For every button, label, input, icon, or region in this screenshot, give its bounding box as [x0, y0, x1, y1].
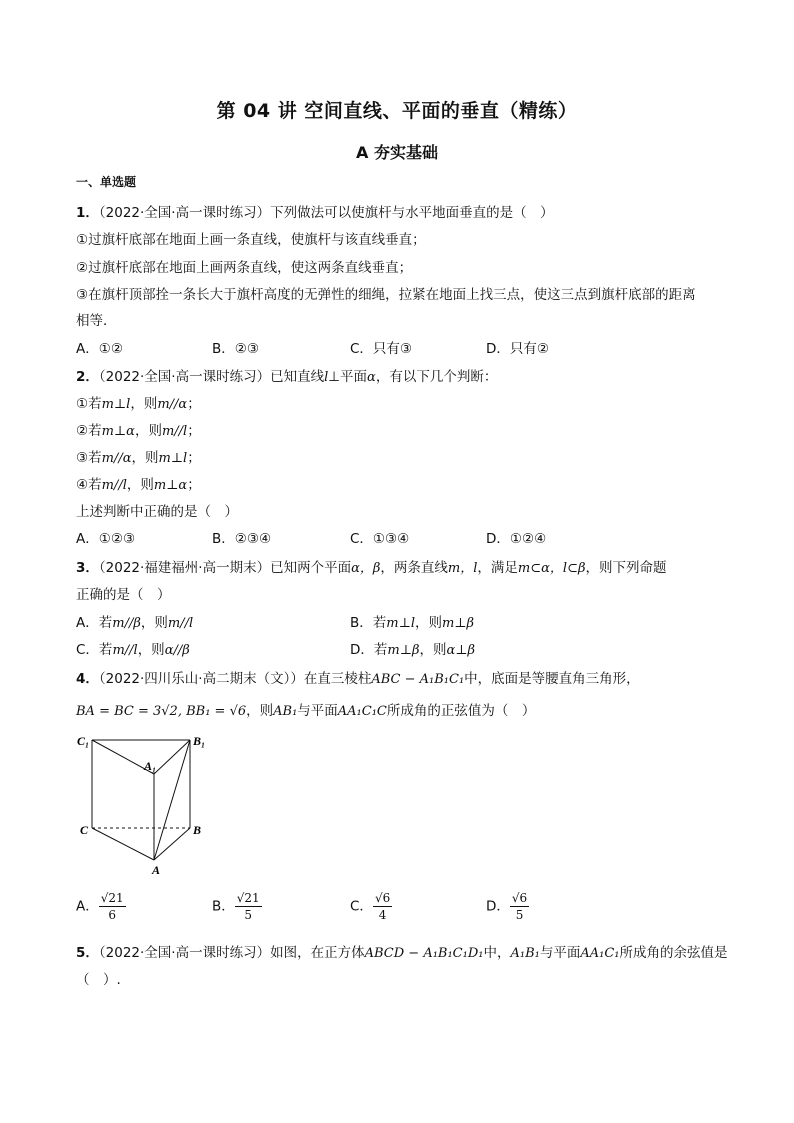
q4-number: 4．	[76, 671, 99, 687]
q4-stem-text: （2022·四川乐山·高二期末（文））在直三棱柱	[98, 671, 372, 687]
prism-figure	[76, 730, 216, 878]
q2-j3-result: m⊥l	[158, 451, 188, 466]
q4-d-label: D．	[486, 898, 510, 915]
q4-c-label: C．	[350, 898, 373, 915]
q1-stem: （2022·全国·高一课时练习）下列做法可以使旗杆与水平地面垂直的是（ ）	[98, 205, 554, 221]
q2-j2-end: ；	[187, 423, 201, 439]
q3-a-result: m//l	[167, 616, 194, 631]
q3-stem-text-4: ，则下列命题	[585, 560, 667, 576]
q3-stem-text-2: ，两条直线	[380, 560, 448, 576]
q3-planes: α，β	[351, 561, 381, 576]
q5-stem-line	[76, 941, 728, 961]
q3-c-then: ，则	[137, 642, 165, 658]
q2-option-d[interactable]: D．①②④	[486, 531, 547, 547]
q3-c-cond: m//l	[112, 643, 138, 658]
q4-b-fraction	[235, 890, 262, 923]
q3-b-then: ，则	[414, 615, 442, 631]
q1-stem-line	[76, 201, 554, 221]
q1-option-a[interactable]: A．①②	[76, 341, 123, 357]
q4-a-fraction	[99, 890, 126, 923]
q4-d-fraction	[510, 890, 529, 923]
q3-option-b[interactable]	[350, 611, 474, 631]
q3-number: 3．	[76, 560, 99, 576]
segment-a-b1	[154, 740, 190, 860]
question-type-heading: 一、单选题	[76, 175, 137, 189]
q1-statement-3b: 相等．	[76, 313, 117, 329]
q1-number: 1．	[76, 205, 99, 221]
q3-b-prefix: B．若	[350, 615, 387, 631]
q2-j4-end: ；	[187, 477, 201, 493]
q2-stem-text-3: ，有以下几个判断：	[375, 369, 498, 385]
q3-d-cond: m⊥β	[387, 643, 420, 658]
q5-segment: A₁B₁	[510, 946, 540, 961]
q4-stem-line-2	[76, 699, 535, 719]
q2-line-symbol: l	[324, 370, 329, 385]
q2-stem-text-2: ⊥平面	[328, 369, 368, 385]
q5-stem-text: （2022·全国·高一课时练习）如图，在正方体	[98, 945, 365, 961]
q5-stem-line-2: （ ）.	[76, 972, 121, 988]
q3-a-cond: m//β	[112, 616, 141, 631]
q3-condition: m⊂α，l⊂β	[517, 561, 586, 576]
q2-j3-end: ；	[187, 450, 201, 466]
q4-option-c[interactable]	[350, 890, 392, 923]
q4-a-label: A．	[76, 898, 99, 915]
q5-cube: ABCD − A₁B₁C₁D₁	[364, 946, 484, 961]
q2-judgment-4	[76, 473, 201, 493]
q2-j1-end: ；	[187, 396, 201, 412]
q3-option-d[interactable]	[350, 638, 475, 658]
q3-stem-text: （2022·福建福州·高一期末）已知两个平面	[98, 560, 352, 576]
q4-d-denominator: 5	[515, 908, 524, 922]
q5-stem-text-4: 所成角的余弦值是	[619, 945, 728, 961]
q3-d-then: ，则	[419, 642, 447, 658]
q3-stem-line	[76, 556, 666, 576]
q4-d-numerator: √6	[511, 891, 528, 905]
q2-judgment-2	[76, 419, 201, 439]
q3-d-result: α⊥β	[446, 643, 476, 658]
q4-stem-text-5: 所成角的正弦值为（ ）	[386, 703, 536, 719]
q3-a-prefix: A．若	[76, 615, 113, 631]
q2-stem-text: （2022·全国·高一课时练习）已知直线	[98, 369, 325, 385]
q4-c-denominator: 4	[378, 908, 387, 922]
q3-stem-line-2: 正确的是（ ）	[76, 587, 171, 603]
q4-a-numerator: √21	[100, 891, 124, 905]
label-b1: B₁	[193, 734, 206, 748]
q3-b-cond: m⊥l	[386, 616, 415, 631]
q3-d-prefix: D．若	[350, 642, 388, 658]
q2-j2-cond: m⊥α	[101, 424, 135, 439]
q4-stem-text-3: ，则	[246, 703, 274, 719]
q4-condition: BA = BC = 3√2, BB₁ = √6	[76, 704, 247, 719]
label-b: B	[193, 823, 202, 837]
edge-c-a	[92, 828, 154, 860]
q4-stem-line	[76, 667, 640, 687]
q2-judgment-1	[76, 392, 201, 412]
q4-option-a[interactable]	[76, 890, 126, 923]
q2-option-c[interactable]: C．①③④	[350, 531, 410, 547]
q2-j4-then: ，则	[126, 477, 154, 493]
q4-c-numerator: √6	[374, 891, 391, 905]
q3-lines: m，l	[447, 561, 478, 576]
q4-segment: AB₁	[273, 704, 298, 719]
q2-stem-line	[76, 365, 497, 385]
q4-c-fraction	[373, 890, 392, 923]
q3-c-result: α//β	[164, 643, 190, 658]
q1-statement-1: ①过旗杆底部在地面上画一条直线，使旗杆与该直线垂直；	[76, 232, 426, 248]
q4-a-denominator: 6	[108, 908, 117, 922]
q5-number: 5．	[76, 945, 99, 961]
q2-j2-then: ，则	[134, 423, 162, 439]
q1-statement-2: ②过旗杆底部在地面上画两条直线，使这两条直线垂直；	[76, 260, 413, 276]
q2-j3-cond: m//α	[101, 451, 132, 466]
q3-a-then: ，则	[140, 615, 168, 631]
q4-b-label: B．	[212, 898, 235, 915]
page-title: 第 04 讲 空间直线、平面的垂直（精练）	[216, 100, 578, 122]
prism-diagram	[76, 730, 216, 878]
q2-j1-then: ，则	[130, 396, 158, 412]
section-subtitle: A 夯实基础	[356, 143, 438, 162]
q4-stem-text-2: 中，底面是等腰直角三角形，	[464, 671, 640, 687]
q2-j3-prefix: ③若	[76, 450, 102, 466]
q2-conclusion: 上述判断中正确的是（ ）	[76, 504, 238, 520]
q4-option-b[interactable]	[212, 890, 262, 923]
edge-a-b	[154, 828, 190, 860]
q4-plane: AA₁C₁C	[337, 704, 387, 719]
q2-number: 2．	[76, 369, 99, 385]
q1-option-c[interactable]: C．只有③	[350, 341, 413, 357]
q2-j2-prefix: ②若	[76, 423, 102, 439]
q2-j1-cond: m⊥l	[101, 397, 131, 412]
q1-statement-3a: ③在旗杆顶部拴一条长大于旗杆高度的无弹性的细绳，拉紧在地面上找三点，使这三点到旗杆底部的距离	[76, 287, 696, 303]
q4-b-numerator: √21	[236, 891, 260, 905]
q2-j4-result: m⊥α	[153, 478, 188, 493]
label-c1: C₁	[77, 734, 90, 748]
q3-b-result: m⊥β	[441, 616, 475, 631]
q2-plane-symbol: α	[367, 370, 376, 385]
q2-j4-prefix: ④若	[76, 477, 102, 493]
q2-j4-cond: m//l	[101, 478, 127, 493]
q1-option-b[interactable]: B．②③	[212, 341, 259, 357]
q2-judgment-3	[76, 446, 201, 466]
q2-j2-result: m//l	[161, 424, 188, 439]
q2-j1-result: m//α	[157, 397, 188, 412]
label-a1: A₁	[144, 759, 157, 773]
q4-prism: ABC − A₁B₁C₁	[371, 672, 465, 687]
q3-option-c[interactable]	[76, 638, 190, 658]
q2-j1-prefix: ①若	[76, 396, 102, 412]
q2-j3-then: ，则	[131, 450, 159, 466]
q5-plane: AA₁C₁	[580, 946, 620, 961]
q3-c-prefix: C．若	[76, 642, 113, 658]
q4-b-denominator: 5	[244, 908, 253, 922]
q4-stem-text-4: 与平面	[297, 703, 338, 719]
q1-option-d[interactable]: D．只有②	[486, 341, 549, 357]
q5-stem-text-2: 中，	[483, 945, 511, 961]
q3-stem-text-3: ，满足	[477, 560, 518, 576]
q5-stem-text-3: 与平面	[539, 945, 581, 961]
q4-option-d[interactable]	[486, 890, 529, 923]
q2-option-a[interactable]: A．①②③	[76, 531, 136, 547]
label-a: A	[152, 863, 161, 877]
label-c: C	[80, 823, 89, 837]
q2-option-b[interactable]: B．②③④	[212, 531, 272, 547]
q3-option-a[interactable]	[76, 611, 193, 631]
